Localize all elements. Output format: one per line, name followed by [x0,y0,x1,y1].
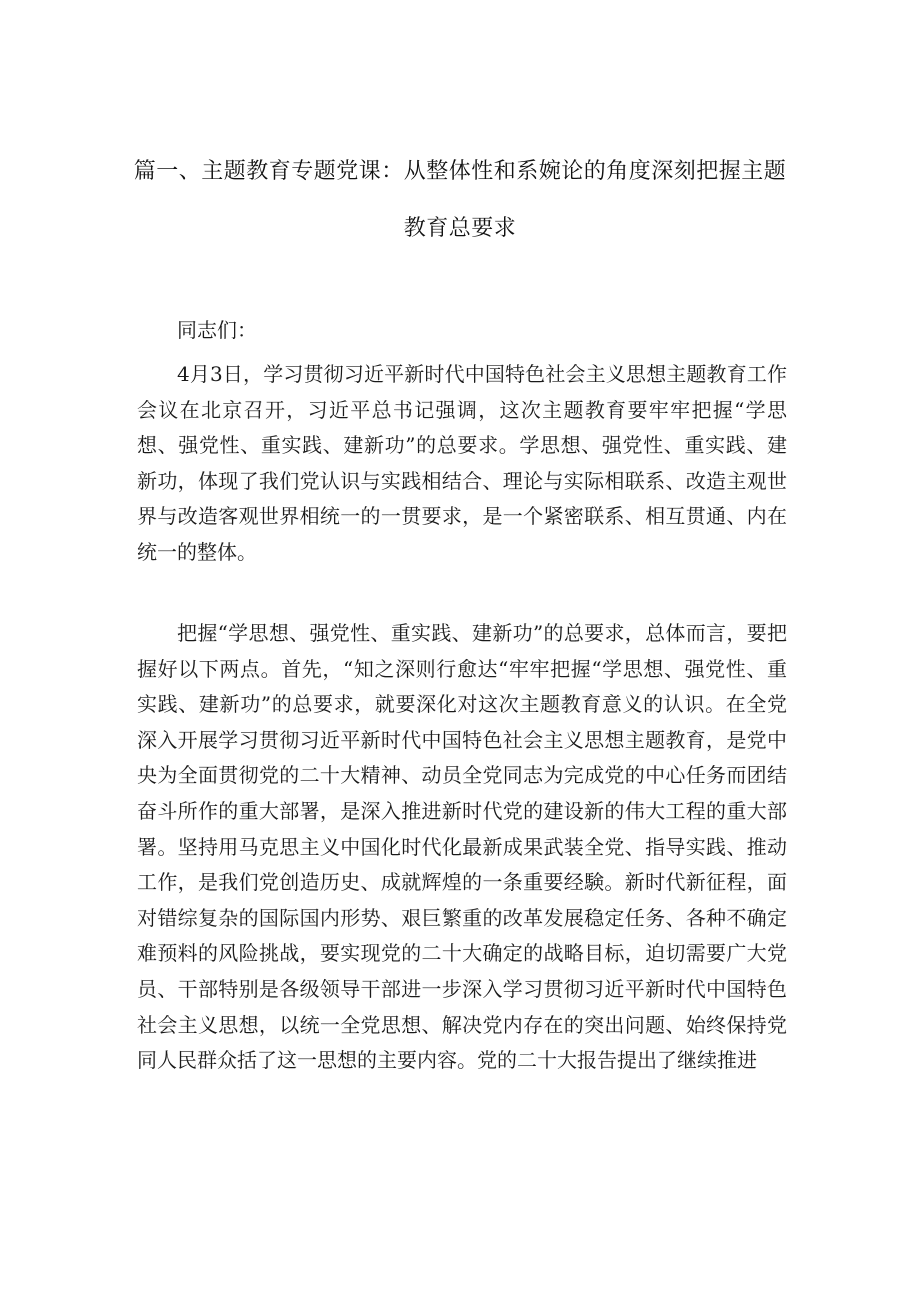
paragraph-1 [137,357,787,571]
paragraph-2 [137,616,787,1079]
paragraph-text: 4月3日，学习贯彻习近平新时代中国特色社会主义思想主题教育工作会议在北京召开，习近平总书记强调，这次主题教育要牢牢把握“学思想、强党性、重实践、建新功”的总要求。学思想、强党性、重实践、建新功，体现了我们党认识与实践相结合、理论与实际相联系、改造主观世界与改造客观世界相统一的一贯要求，是一个紧密联系、相互贯通、内在统一的整体。 [137,362,787,564]
greeting: 同志们： [177,318,257,342]
document-title-line-1: 篇一、主题教育专题党课：从整体性和系婉论的角度深刻把握主题 [133,159,787,184]
document-title-line-2: 教育总要求 [403,216,517,241]
paragraph-text: 把握“学思想、强党性、重实践、建新功”的总要求，总体而言，要把握好以下两点。首先，“知之深则行愈达“牢牢把握“学思想、强党性、重实践、建新功”的总要求，就要深化对这次主题教育意义的认识。在全党深入开展学习贯彻习近平新时代中国特色社会主义思想主题教育，是党中央为全面贯彻党的二十大精神、动员全党同志为完成党的中心任务而团结奋斗所作的重大部署，是深入推进新时代党的建设新的伟大工程的重大部署。坚持用马克思主义中国化时代化最新成果武装全党、指导实践、推动工作，是我们党创造历史、成就辉煌的一条重要经験。新时代新征程，面对错综复杂的国际国内形势、艰巨繁重的改革发展稳定任务、各种不确定难预料的风险挑战，要实现党的二十大确定的战略目标，迫切需要广大党员、干部特别是各级领导干部进一步深入学习贯彻习近平新时代中国特色社会主义思想，以统一全党思想、解决党内存在的突出问题、始终保持党同人民群众括了这一思想的主要内容。党的二十大报告提出了继续推进 [137,621,787,1073]
